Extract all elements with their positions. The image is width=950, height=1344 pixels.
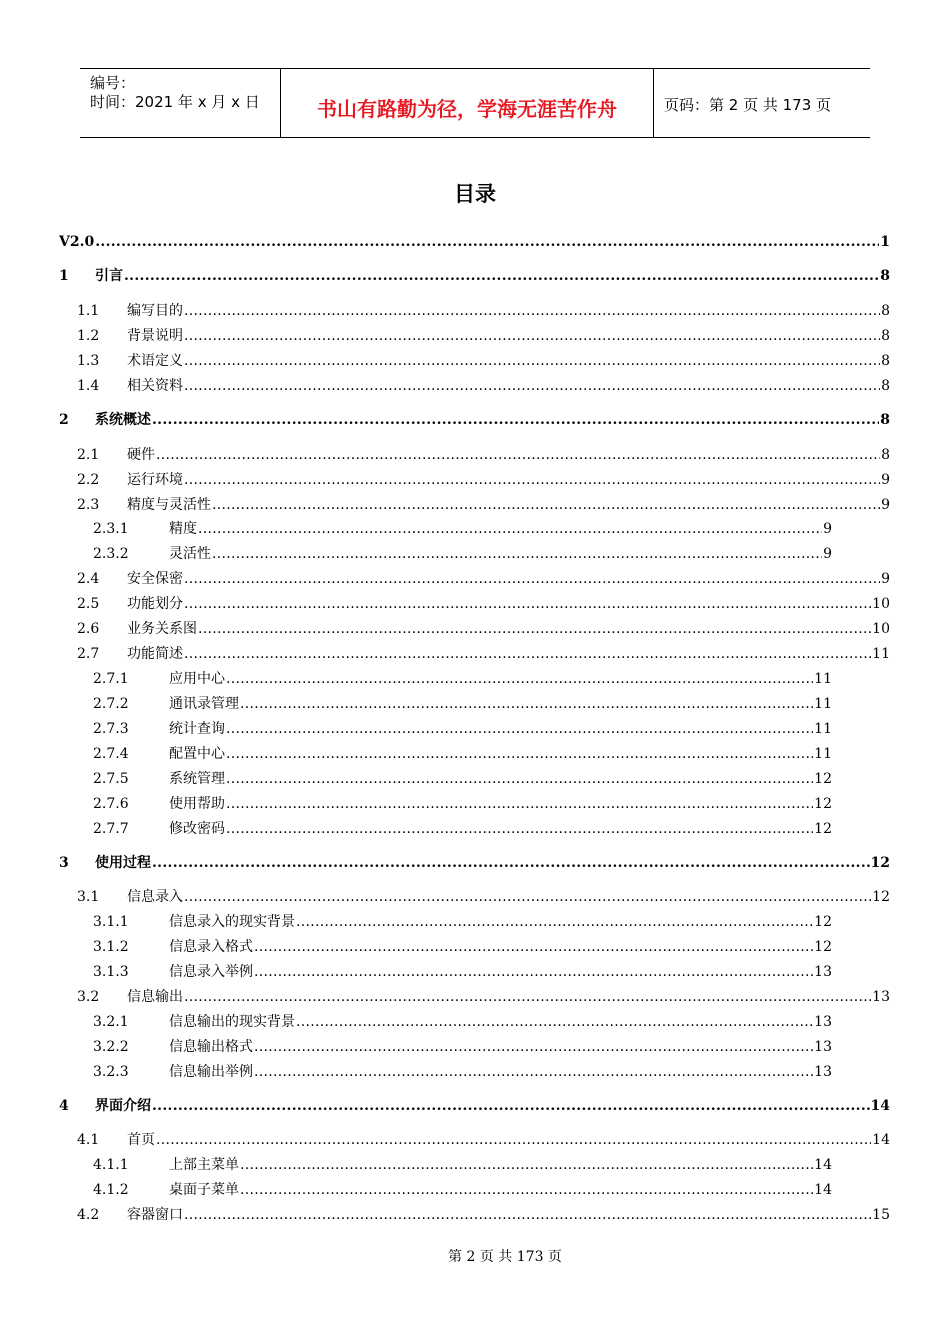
toc-entry-page: 12 — [814, 939, 832, 955]
toc-entry-number: 4.1.1 — [93, 1157, 129, 1173]
toc-entry-title: 编写目的 — [127, 303, 183, 319]
toc-dot-leader — [198, 521, 822, 537]
toc-entry-page: 8 — [880, 412, 890, 428]
page-label: 页码：第 2 页 共 173 页 — [664, 96, 832, 114]
toc-entry[interactable] — [93, 910, 832, 930]
toc-dot-leader — [296, 914, 813, 930]
toc-entry-title: 使用帮助 — [169, 796, 225, 812]
toc-entry[interactable] — [93, 935, 832, 955]
toc-entry[interactable] — [93, 960, 832, 980]
toc-entry-page: 12 — [814, 914, 832, 930]
toc-entry-number: 2.7.5 — [93, 771, 129, 787]
toc-dot-leader — [226, 671, 813, 687]
toc-entry-page: 11 — [814, 746, 832, 762]
toc-entry-number: 4.1 — [77, 1132, 100, 1148]
toc-entry-page: 9 — [823, 546, 832, 562]
toc-dot-leader — [240, 1182, 813, 1198]
toc-dot-leader — [240, 696, 813, 712]
toc-entry-number: 1.1 — [77, 303, 100, 319]
toc-entry-number: 3.1 — [77, 889, 100, 905]
toc-dot-leader — [226, 821, 813, 837]
toc-entry-number: 2.3 — [77, 497, 100, 513]
toc-entry-number: 2.3.1 — [93, 521, 129, 537]
toc-entry-page: 9 — [881, 472, 890, 488]
toc-entry-number: 2.7.6 — [93, 796, 129, 812]
header-motto-cell — [281, 69, 654, 137]
toc-entry-number: 1.2 — [77, 328, 100, 344]
toc-entry-number: 3.1.1 — [93, 914, 129, 930]
toc-entry[interactable] — [77, 349, 890, 369]
toc-entry-number: 2.4 — [77, 571, 100, 587]
toc-entry-number: 2.7.1 — [93, 671, 129, 687]
toc-entry-number: 3.2 — [77, 989, 100, 1005]
toc-entry-page: 10 — [872, 596, 890, 612]
toc-entry[interactable] — [93, 742, 832, 762]
toc-entry-number: 2.2 — [77, 472, 100, 488]
toc-entry[interactable] — [59, 408, 890, 428]
toc-entry[interactable] — [77, 592, 890, 612]
toc-dot-leader — [184, 472, 880, 488]
page-header — [80, 68, 870, 138]
toc-dot-leader — [184, 328, 880, 344]
toc-entry[interactable] — [59, 851, 890, 871]
toc-entry[interactable] — [77, 642, 890, 662]
toc-entry-page: 13 — [872, 989, 890, 1005]
toc-entry-title: 信息输出 — [127, 989, 183, 1005]
toc-entry-page: 13 — [814, 1039, 832, 1055]
toc-entry-number: 4 — [59, 1098, 69, 1114]
toc-entry-page: 11 — [814, 696, 832, 712]
toc-dot-leader — [184, 303, 880, 319]
time-label: 时间：2021 年 x 月 x 日 — [90, 93, 260, 111]
toc-dot-leader — [240, 1157, 813, 1173]
toc-entry-title: 信息输出举例 — [169, 1064, 253, 1080]
toc-entry[interactable] — [77, 374, 890, 394]
toc-entry-page: 9 — [881, 571, 890, 587]
toc-entry[interactable] — [93, 817, 832, 837]
toc-entry-page: 8 — [880, 268, 890, 284]
toc-entry[interactable] — [93, 767, 832, 787]
toc-entry[interactable] — [59, 1094, 890, 1114]
toc-entry-number: 2.5 — [77, 596, 100, 612]
toc-dot-leader — [226, 721, 813, 737]
toc-entry-number: 4.2 — [77, 1207, 100, 1223]
toc-entry-page: 13 — [814, 1014, 832, 1030]
toc-entry-title: 统计查询 — [169, 721, 225, 737]
toc-entry-page: 13 — [814, 1064, 832, 1080]
toc-entry-page: 10 — [872, 621, 890, 637]
toc-entry-page: 14 — [870, 1098, 890, 1114]
toc-dot-leader — [226, 771, 813, 787]
toc-entry-page: 14 — [814, 1182, 832, 1198]
toc-entry[interactable] — [93, 1060, 832, 1080]
toc-entry-number: 2.3.2 — [93, 546, 129, 562]
toc-dot-leader — [152, 1098, 870, 1114]
toc-entry-title: 运行环境 — [127, 472, 183, 488]
toc-entry-page: 12 — [814, 796, 832, 812]
toc-entry-number: 3.2.1 — [93, 1014, 129, 1030]
toc-entry[interactable] — [93, 717, 832, 737]
toc-dot-leader — [95, 234, 879, 250]
toc-entry-title: 配置中心 — [169, 746, 225, 762]
toc-entry[interactable] — [59, 230, 890, 250]
toc-entry-title: 修改密码 — [169, 821, 225, 837]
toc-dot-leader — [184, 353, 880, 369]
toc-dot-leader — [152, 412, 879, 428]
toc-entry-number: 3.1.3 — [93, 964, 129, 980]
page-footer: 第 2 页 共 173 页 — [448, 1249, 562, 1265]
toc-entry[interactable] — [77, 617, 890, 637]
toc-dot-leader — [184, 596, 871, 612]
toc-entry-page: 8 — [881, 378, 890, 394]
toc-entry-title: 信息输出格式 — [169, 1039, 253, 1055]
toc-entry-page: 9 — [823, 521, 832, 537]
toc-dot-leader — [296, 1014, 813, 1030]
toc-dot-leader — [184, 646, 871, 662]
toc-entry[interactable] — [93, 667, 832, 687]
toc-entry-number: 2.7.7 — [93, 821, 129, 837]
toc-entry-number: 2.6 — [77, 621, 100, 637]
toc-dot-leader — [124, 268, 879, 284]
toc-entry[interactable] — [77, 567, 890, 587]
toc-entry-title: 信息输出的现实背景 — [169, 1014, 295, 1030]
toc-entry-number: 1.4 — [77, 378, 100, 394]
toc-entry-title: 安全保密 — [127, 571, 183, 587]
toc-entry-page: 8 — [881, 303, 890, 319]
toc-entry-number: 2.1 — [77, 447, 100, 463]
toc-dot-leader — [226, 746, 813, 762]
toc-dot-leader — [156, 1132, 871, 1148]
header-page-cell — [654, 69, 870, 137]
toc-entry-number: 3.2.2 — [93, 1039, 129, 1055]
toc-entry-title: 系统概述 — [95, 412, 151, 428]
toc-dot-leader — [212, 497, 880, 513]
toc-entry-page: 8 — [881, 353, 890, 369]
toc-entry-page: 8 — [881, 328, 890, 344]
toc-entry-page: 12 — [814, 771, 832, 787]
toc-dot-leader — [254, 1064, 813, 1080]
toc-entry-page: 11 — [814, 671, 832, 687]
toc-entry[interactable] — [93, 542, 832, 562]
toc-entry-number: 3 — [59, 855, 69, 871]
toc-entry[interactable] — [77, 885, 890, 905]
toc-dot-leader — [184, 1207, 871, 1223]
toc-entry[interactable] — [93, 1010, 832, 1030]
toc-dot-leader — [254, 1039, 813, 1055]
toc-entry-number: 3.2.3 — [93, 1064, 129, 1080]
toc-entry-page: 15 — [872, 1207, 890, 1223]
toc-entry-number: 2.7.2 — [93, 696, 129, 712]
toc-entry-title: 精度与灵活性 — [127, 497, 211, 513]
toc-entry-page: 8 — [881, 447, 890, 463]
toc-entry-page: 14 — [814, 1157, 832, 1173]
toc-entry[interactable] — [59, 264, 890, 284]
toc-dot-leader — [156, 447, 880, 463]
toc-entry-page: 11 — [872, 646, 890, 662]
toc-entry-page: 1 — [880, 234, 890, 250]
toc-entry-title: 界面介绍 — [95, 1098, 151, 1114]
toc-entry-title: 信息录入的现实背景 — [169, 914, 295, 930]
toc-entry-number: 2.7.4 — [93, 746, 129, 762]
toc-entry[interactable] — [77, 1128, 890, 1148]
toc-dot-leader — [184, 989, 871, 1005]
toc-entry-title: 系统管理 — [169, 771, 225, 787]
toc-entry-title: 桌面子菜单 — [169, 1182, 239, 1198]
toc-entry-number: 1 — [59, 268, 69, 284]
toc-entry-title: 精度 — [169, 521, 197, 537]
toc-entry-title: 通讯录管理 — [169, 696, 239, 712]
toc-entry-number: 3.1.2 — [93, 939, 129, 955]
toc-entry[interactable] — [77, 493, 890, 513]
toc-entry-title: 信息录入格式 — [169, 939, 253, 955]
toc-entry[interactable] — [93, 692, 832, 712]
toc-dot-leader — [184, 889, 871, 905]
toc-entry-number: 2.7.3 — [93, 721, 129, 737]
toc-entry-title: 硬件 — [127, 447, 155, 463]
toc-entry-page: 14 — [872, 1132, 890, 1148]
toc-dot-leader — [184, 378, 880, 394]
toc-entry-title: 相关资料 — [127, 378, 183, 394]
toc-dot-leader — [198, 621, 871, 637]
toc-entry-title: 上部主菜单 — [169, 1157, 239, 1173]
toc-entry[interactable] — [77, 985, 890, 1005]
toc-entry-page: 13 — [814, 964, 832, 980]
header-info-cell — [80, 69, 281, 137]
toc-entry-page: 12 — [872, 889, 890, 905]
toc-entry-number: 2.7 — [77, 646, 100, 662]
toc-entry-title: 信息录入 — [127, 889, 183, 905]
toc-dot-leader — [226, 796, 813, 812]
toc-entry[interactable] — [77, 468, 890, 488]
toc-entry-title: 灵活性 — [169, 546, 211, 562]
toc-entry-page: 12 — [814, 821, 832, 837]
toc-entry-title: 首页 — [127, 1132, 155, 1148]
toc-title: 目录 — [454, 182, 496, 206]
toc-dot-leader — [184, 571, 880, 587]
toc-entry-title: 使用过程 — [95, 855, 151, 871]
toc-entry-title: 信息录入举例 — [169, 964, 253, 980]
toc-entry[interactable] — [93, 517, 832, 537]
toc-entry-number: 4.1.2 — [93, 1182, 129, 1198]
motto: 书山有路勤为径，学海无涯苦作舟 — [317, 97, 617, 121]
toc-entry-number: V2.0 — [59, 234, 95, 250]
toc-entry-page: 11 — [814, 721, 832, 737]
toc-dot-leader — [254, 939, 813, 955]
toc-entry[interactable] — [93, 1178, 832, 1198]
toc-entry[interactable] — [93, 1035, 832, 1055]
toc-entry-title: 应用中心 — [169, 671, 225, 687]
toc-entry[interactable] — [77, 299, 890, 319]
toc-entry-page: 12 — [870, 855, 890, 871]
toc-entry-title: 术语定义 — [127, 353, 183, 369]
toc-entry-number: 1.3 — [77, 353, 100, 369]
toc-entry-page: 9 — [881, 497, 890, 513]
toc-entry[interactable] — [77, 1203, 890, 1223]
toc-entry-title: 业务关系图 — [127, 621, 197, 637]
toc-entry-title: 背景说明 — [127, 328, 183, 344]
toc-entry-title: 容器窗口 — [127, 1207, 183, 1223]
toc-entry[interactable] — [77, 324, 890, 344]
toc-entry-title: 引言 — [95, 268, 123, 284]
toc-entry-title: 功能划分 — [127, 596, 183, 612]
toc-entry-title: 功能简述 — [127, 646, 183, 662]
toc-dot-leader — [152, 855, 870, 871]
toc-dot-leader — [212, 546, 822, 562]
number-label: 编号： — [90, 74, 136, 92]
toc-entry[interactable] — [93, 1153, 832, 1173]
toc-entry[interactable] — [93, 792, 832, 812]
toc-entry-number: 2 — [59, 412, 69, 428]
toc-entry[interactable] — [77, 443, 890, 463]
toc-dot-leader — [254, 964, 813, 980]
